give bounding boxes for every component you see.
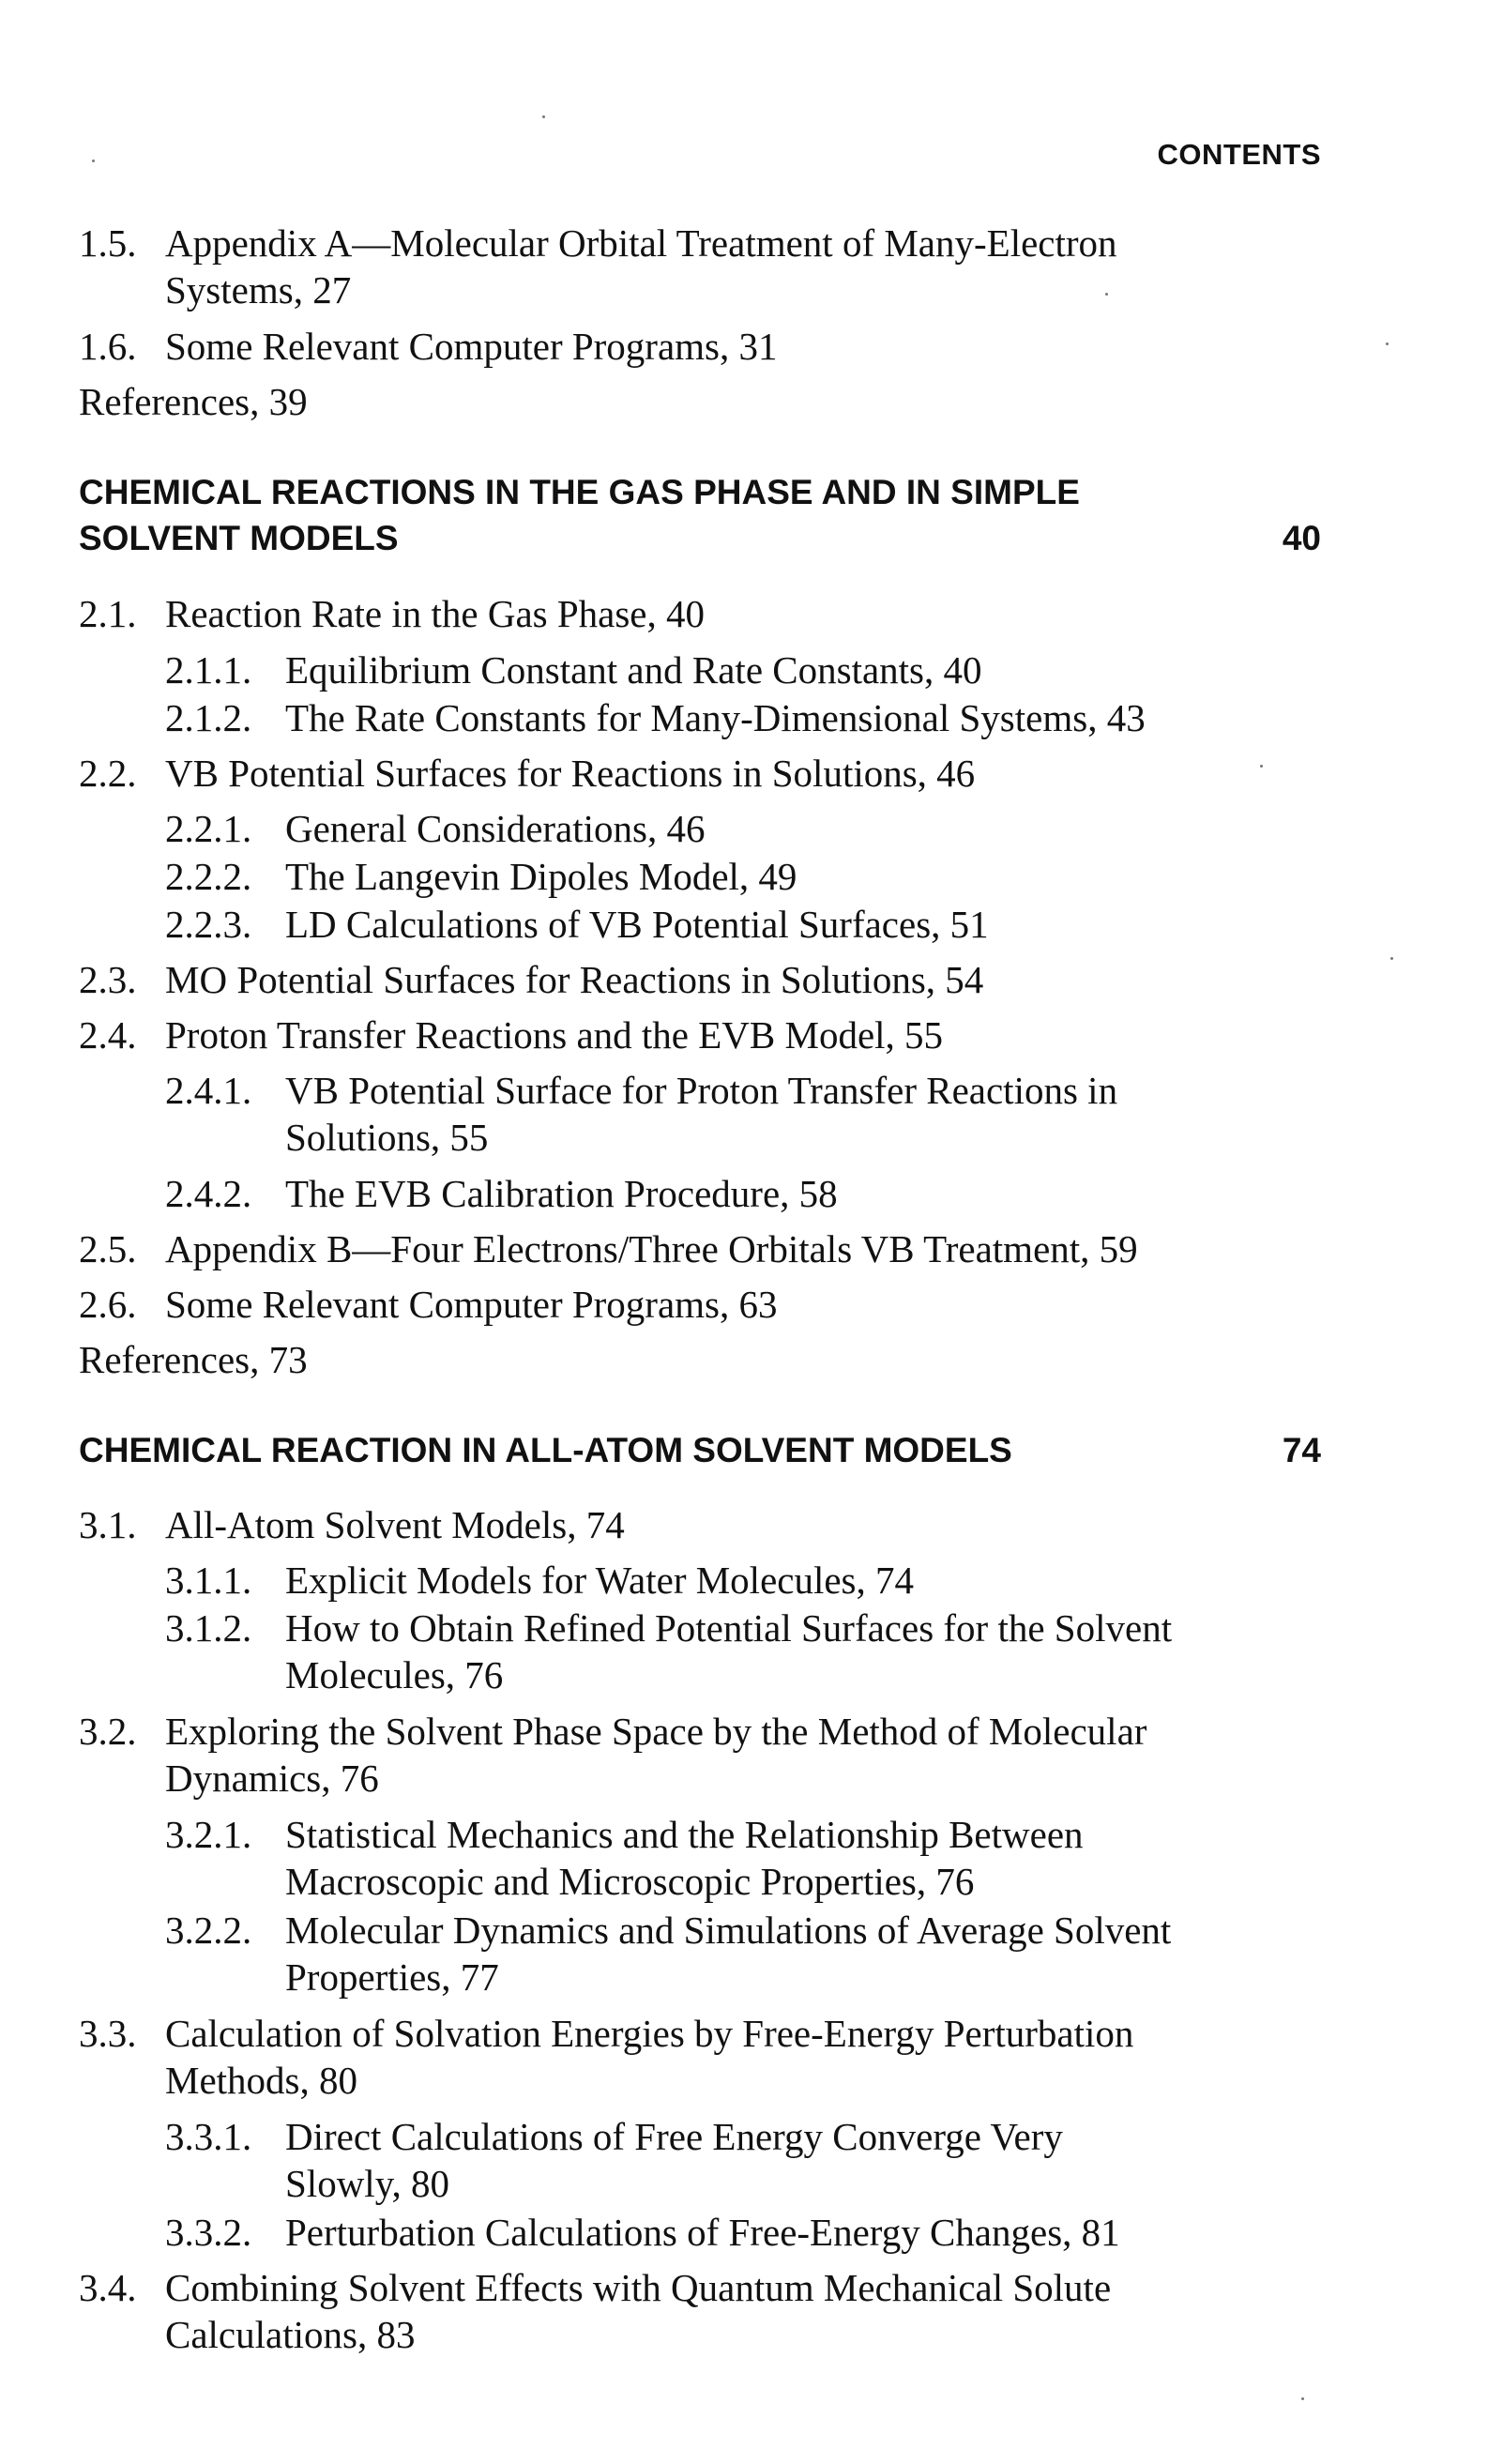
entry-number: 3.3.1. xyxy=(165,2115,252,2158)
entry-number: 2.2. xyxy=(79,752,137,795)
print-speck xyxy=(1105,293,1108,296)
entry-number: 2.3. xyxy=(79,958,137,1001)
entry-title: General Considerations, 46 xyxy=(285,807,706,850)
print-speck xyxy=(92,160,95,162)
entry-title: Equilibrium Constant and Rate Constants, 40 xyxy=(285,648,982,692)
chapter-2-heading[interactable] xyxy=(79,469,1321,561)
entry-title-continued: Methods, 80 xyxy=(165,2059,357,2102)
toc-entry-3-2-1[interactable] xyxy=(165,1811,1084,1905)
entry-title: Exploring the Solvent Phase Space by the Method of Molecular xyxy=(165,1710,1147,1753)
entry-title: Molecular Dynamics and Simulations of Average Solvent xyxy=(285,1909,1172,1952)
entry-title-continued: Properties, 77 xyxy=(285,1955,499,1999)
toc-entry-3-2[interactable] xyxy=(79,1708,1146,1802)
entry-title: The EVB Calibration Procedure, 58 xyxy=(285,1172,838,1215)
entry-title: Appendix B—Four Electrons/Three Orbitals VB Treatment, 59 xyxy=(165,1227,1138,1270)
toc-entry-2-2-2[interactable] xyxy=(165,853,797,900)
entry-title: Some Relevant Computer Programs, 31 xyxy=(165,325,778,368)
entry-title: Proton Transfer Reactions and the EVB Model, 55 xyxy=(165,1013,944,1057)
entry-title: All-Atom Solvent Models, 74 xyxy=(165,1503,625,1546)
entry-title: VB Potential Surfaces for Reactions in Solutions, 46 xyxy=(165,752,976,795)
running-header: CONTENTS xyxy=(1157,138,1321,171)
toc-entry-3-3-2[interactable] xyxy=(165,2209,1120,2256)
toc-entry-1-5[interactable] xyxy=(79,220,1117,313)
entry-title-continued: Slowly, 80 xyxy=(285,2162,450,2205)
toc-entry-2-2-1[interactable] xyxy=(165,805,705,852)
chapter-page-number: 74 xyxy=(1282,1431,1321,1469)
entry-title: VB Potential Surface for Proton Transfer Reactions in xyxy=(285,1069,1118,1112)
toc-entry-2-1-1[interactable] xyxy=(165,646,982,693)
entry-number: 2.4. xyxy=(79,1013,137,1057)
entry-title: References, 39 xyxy=(79,380,308,423)
toc-entry-2-6[interactable] xyxy=(79,1281,778,1328)
toc-entry-3-1[interactable] xyxy=(79,1501,625,1548)
entry-number: 2.6. xyxy=(79,1283,137,1326)
entry-number: 3.2.1. xyxy=(165,1813,252,1856)
toc-entry-3-1-1[interactable] xyxy=(165,1557,914,1604)
toc-entry-2-3[interactable] xyxy=(79,956,983,1003)
entry-number: 3.1. xyxy=(79,1503,137,1546)
chapter-title: CHEMICAL REACTION IN ALL-ATOM SOLVENT MODELS xyxy=(79,1431,1012,1469)
entry-title: The Langevin Dipoles Model, 49 xyxy=(285,855,797,898)
entry-number: 3.3.2. xyxy=(165,2211,252,2254)
print-speck xyxy=(1390,957,1393,960)
toc-entry-3-1-2[interactable] xyxy=(165,1605,1172,1698)
toc-entry-3-3-1[interactable] xyxy=(165,2113,1063,2207)
chapter-title-line1: CHEMICAL REACTIONS IN THE GAS PHASE AND IN SIMPLE xyxy=(79,473,1080,511)
entry-number: 3.4. xyxy=(79,2266,137,2309)
entry-title: Appendix A—Molecular Orbital Treatment of Many-Electron xyxy=(165,221,1117,265)
entry-title: The Rate Constants for Many-Dimensional Systems, 43 xyxy=(285,696,1146,739)
entry-title: Explicit Models for Water Molecules, 74 xyxy=(285,1559,915,1602)
entry-title: Perturbation Calculations of Free-Energy Changes, 81 xyxy=(285,2211,1120,2254)
toc-entry-3-4[interactable] xyxy=(79,2264,1111,2358)
entry-number: 3.2.2. xyxy=(165,1909,252,1952)
toc-entry-references-ch2[interactable] xyxy=(79,1336,308,1383)
chapter-title-line2: SOLVENT MODELS xyxy=(79,519,399,557)
entry-title: Combining Solvent Effects with Quantum Mechanical Solute xyxy=(165,2266,1112,2309)
entry-title: Statistical Mechanics and the Relationship Between xyxy=(285,1813,1084,1856)
print-speck xyxy=(1260,765,1263,768)
toc-entry-3-2-2[interactable] xyxy=(165,1907,1171,2000)
entry-title: LD Calculations of VB Potential Surfaces, 51 xyxy=(285,903,989,946)
entry-title: Some Relevant Computer Programs, 63 xyxy=(165,1283,778,1326)
entry-number: 2.4.1. xyxy=(165,1069,252,1112)
entry-number: 3.1.1. xyxy=(165,1559,252,1602)
toc-entry-2-4-1[interactable] xyxy=(165,1067,1117,1161)
entry-title-continued: Molecules, 76 xyxy=(285,1653,504,1696)
entry-number: 3.2. xyxy=(79,1710,137,1753)
entry-title-continued: Calculations, 83 xyxy=(165,2313,416,2356)
entry-title-continued: Systems, 27 xyxy=(165,268,352,312)
toc-entry-2-1-2[interactable] xyxy=(165,694,1146,741)
toc-entry-2-4-2[interactable] xyxy=(165,1170,838,1217)
toc-entry-2-5[interactable] xyxy=(79,1225,1138,1272)
toc-entry-2-1[interactable] xyxy=(79,590,705,637)
toc-entry-references-ch1[interactable] xyxy=(79,378,308,425)
entry-title-continued: Dynamics, 76 xyxy=(165,1757,379,1800)
toc-entry-2-2-3[interactable] xyxy=(165,901,989,948)
print-speck xyxy=(1386,342,1389,345)
entry-number: 2.1.2. xyxy=(165,696,252,739)
entry-number: 1.5. xyxy=(79,221,137,265)
print-speck xyxy=(1301,2397,1304,2400)
toc-entry-2-4[interactable] xyxy=(79,1011,943,1058)
entry-number: 2.2.2. xyxy=(165,855,252,898)
toc-entry-3-3[interactable] xyxy=(79,2010,1133,2104)
entry-number: 2.2.3. xyxy=(165,903,252,946)
entry-title: How to Obtain Refined Potential Surfaces for the Solvent xyxy=(285,1606,1173,1650)
entry-number: 2.1.1. xyxy=(165,648,252,692)
entry-title: MO Potential Surfaces for Reactions in Solutions, 54 xyxy=(165,958,984,1001)
entry-title: Direct Calculations of Free Energy Converge Very xyxy=(285,2115,1063,2158)
entry-title: References, 73 xyxy=(79,1338,308,1381)
chapter-3-heading[interactable] xyxy=(79,1427,1321,1473)
entry-number: 1.6. xyxy=(79,325,137,368)
entry-title: Reaction Rate in the Gas Phase, 40 xyxy=(165,592,706,635)
entry-title-continued: Macroscopic and Microscopic Properties, 76 xyxy=(285,1860,975,1903)
entry-number: 2.2.1. xyxy=(165,807,252,850)
entry-number: 3.1.2. xyxy=(165,1606,252,1650)
entry-number: 2.4.2. xyxy=(165,1172,252,1215)
chapter-page-number: 40 xyxy=(1282,519,1321,557)
entry-number: 2.1. xyxy=(79,592,137,635)
print-speck xyxy=(542,115,545,118)
toc-entry-1-6[interactable] xyxy=(79,323,778,370)
entry-title: Calculation of Solvation Energies by Free-Energy Perturbation xyxy=(165,2012,1134,2055)
entry-number: 2.5. xyxy=(79,1227,137,1270)
entry-title-continued: Solutions, 55 xyxy=(285,1116,489,1159)
entry-number: 3.3. xyxy=(79,2012,137,2055)
toc-entry-2-2[interactable] xyxy=(79,750,975,797)
